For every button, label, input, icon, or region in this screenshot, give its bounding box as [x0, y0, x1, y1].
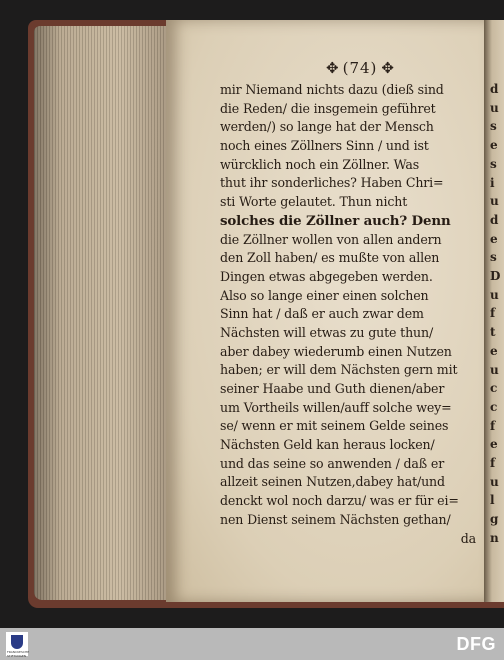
next-page-letter: e: [490, 231, 498, 246]
viewer-footer: [0, 628, 504, 660]
next-page-letter: u: [490, 474, 499, 489]
page-header: [300, 58, 420, 78]
text-line: die Reden/ die insgemein geführet: [220, 100, 436, 116]
page-edges: [34, 26, 166, 600]
page-number: (74): [342, 59, 378, 77]
text-line: um Vortheils willen/auff solche wey=: [220, 399, 452, 415]
text-line: werden/) so lange hat der Mensch: [220, 119, 434, 135]
text-line: aber dabey wiederumb einen Nutzen: [220, 343, 452, 359]
text-line: nen Dienst seinem Nächsten gethan/: [220, 511, 451, 527]
text-line: denckt wol noch darzu/ was er für ei=: [220, 493, 459, 509]
next-page-letter: s: [490, 119, 497, 134]
text-line: und das seine so anwenden / daß er: [220, 455, 445, 471]
text-line: die Zöllner wollen von allen andern: [220, 231, 442, 247]
next-page-letter: e: [490, 343, 498, 358]
next-page-letter: u: [490, 194, 499, 209]
next-page-letter: c: [490, 381, 498, 396]
next-page-letter: e: [490, 437, 498, 452]
next-page-letter: g: [490, 512, 499, 527]
next-page-letter: s: [490, 156, 497, 171]
next-page-letters: [490, 80, 504, 580]
next-page-letter: f: [490, 456, 496, 471]
crest-text: FRANCKESCHE STIFTUNGEN: [7, 650, 30, 658]
next-page-letter: n: [490, 530, 499, 545]
ornament-left-icon: ✥: [326, 59, 339, 77]
crest-shield-icon: [11, 635, 23, 649]
text-line: den Zoll haben/ es mußte von allen: [220, 250, 440, 266]
text-line: thut ihr sonderliches? Haben Chri=: [220, 175, 444, 191]
text-line: solches die Zöllner auch? Denn: [220, 212, 451, 229]
text-line: seiner Haabe und Guth dienen/aber: [220, 381, 445, 396]
ornament-right-icon: ✥: [381, 59, 394, 77]
text-line: Sinn hat / daß er auch zwar dem: [220, 306, 424, 322]
next-page-letter: t: [490, 325, 496, 340]
text-line: sti Worte gelautet. Thun nicht: [220, 194, 408, 210]
text-line: würcklich noch ein Zöllner. Was: [220, 156, 420, 172]
next-page-letter: f: [490, 418, 496, 433]
text-line: Dingen etwas abgegeben werden.: [220, 268, 433, 284]
next-page-letter: u: [490, 362, 499, 377]
institution-crest-icon: [6, 632, 28, 656]
next-page-letter: u: [490, 287, 499, 302]
text-line: Nächsten Geld kan heraus locken/: [220, 437, 435, 453]
next-page-letter: u: [490, 100, 499, 115]
text-line: haben; er will dem Nächsten gern mit: [220, 362, 458, 378]
next-page-letter: D: [490, 269, 501, 284]
next-page-letter: e: [490, 138, 498, 153]
text-line: mir Niemand nichts dazu (dieß sind: [220, 82, 444, 97]
next-page-letter: i: [490, 175, 495, 190]
text-line: allzeit seinen Nutzen,dabey hat/und: [220, 474, 445, 490]
page-text: [220, 81, 482, 548]
next-page-letter: f: [490, 306, 496, 321]
next-page-letter: s: [490, 250, 497, 265]
text-line: da: [460, 530, 476, 546]
text-line: Nächsten will etwas zu gute thun/: [220, 324, 434, 340]
next-page-letter: d: [490, 82, 499, 96]
text-line: noch eines Zöllners Sinn / und ist: [220, 138, 429, 154]
next-page-letter: l: [490, 493, 495, 508]
text-line: Also so lange einer einen solchen: [220, 287, 429, 303]
next-page-letter: c: [490, 399, 498, 414]
next-page-letter: d: [490, 212, 499, 227]
dfg-logo: DFG: [456, 634, 496, 654]
text-line: se/ wenn er mit seinem Gelde seines: [220, 418, 449, 434]
